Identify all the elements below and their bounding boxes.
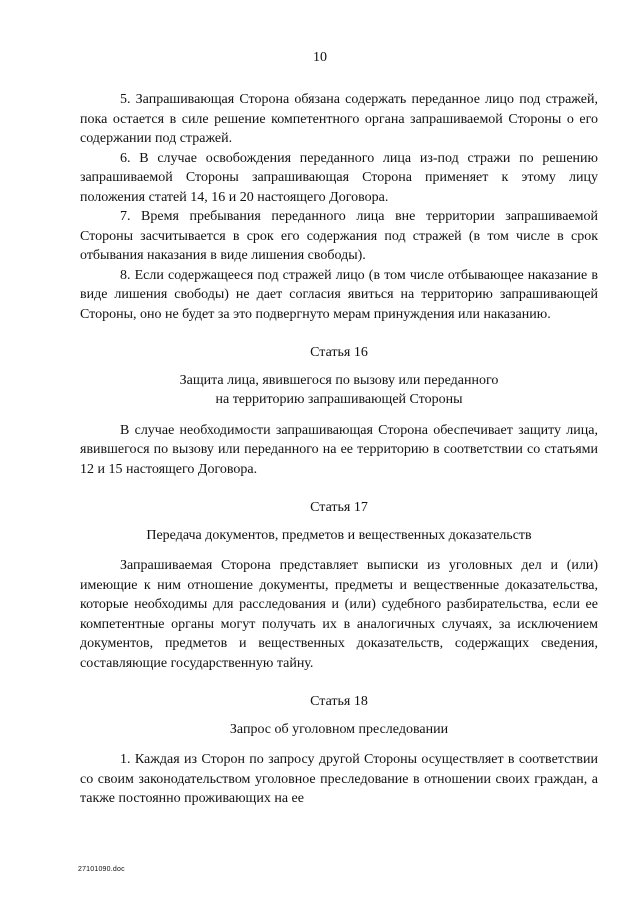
article16-title-line1: Защита лица, явившегося по вызову или переданного: [179, 372, 499, 388]
article18-number: Статья 18: [310, 694, 368, 709]
document-body: [80, 90, 598, 809]
article17-number: Статья 17: [310, 500, 368, 515]
page-number: 10: [313, 50, 327, 65]
paragraph-article15-item6: 6. В случае освобождения переданного лица из-под стражи по решению запрашиваемой Стороны запрашивающая Сторона применяет к этому лицу положения статей 14, 16 и 20 настоящего Договора.: [80, 150, 598, 205]
article16-number: Статья 16: [310, 345, 368, 360]
footer-filename: 27101090.doc: [78, 866, 125, 873]
article17-title: Передача документов, предметов и вещественных доказательств: [146, 527, 532, 543]
paragraph-article15-item8: 8. Если содержащееся под стражей лицо (в том числе отбывающее наказание в виде лишения свободы) не дает согласия явиться на территорию запрашивающей Стороны, оно не будет за это подвергнуто мерам принуждения или наказанию.: [80, 267, 598, 322]
article18-title: Запрос об уголовном преследовании: [229, 721, 449, 737]
article18-text: 1. Каждая из Сторон по запросу другой Стороны осуществляет в соответствии со своим законодательством уголовное преследование в отношении своих граждан, а также постоянно проживающих на ее: [80, 752, 598, 806]
paragraph-article15-item5: 5. Запрашивающая Сторона обязана содержать переданное лицо под стражей, пока остается в силе решение компетентного органа запрашиваемой Стороны о его содержании под стражей.: [80, 92, 598, 146]
article17-text: Запрашиваемая Сторона представляет выписки из уголовных дел и (или) имеющие к ним отношение документы, предметы и вещественные доказательства, которые необходимы для расследования и (или) судебного разбирательства, если ее компетентные органы могут получать их в аналогичных случаях, за исключением документов, предметов и вещественных доказательств, содержащих сведения, составляющие государственную тайну.: [80, 558, 598, 671]
article16-title-line2: на территорию запрашивающей Стороны: [215, 392, 463, 407]
paragraph-article15-item7: 7. Время пребывания переданного лица вне территории запрашиваемой Стороны засчитывается в срок его содержания под стражей (в том числе в срок отбывания наказания в виде лишения свободы).: [80, 209, 598, 263]
article16-text: В случае необходимости запрашивающая Сторона обеспечивает защиту лица, явившегося по вызову или переданного на ее территорию в соответствии со статьями 12 и 15 настоящего Договора.: [80, 422, 598, 477]
